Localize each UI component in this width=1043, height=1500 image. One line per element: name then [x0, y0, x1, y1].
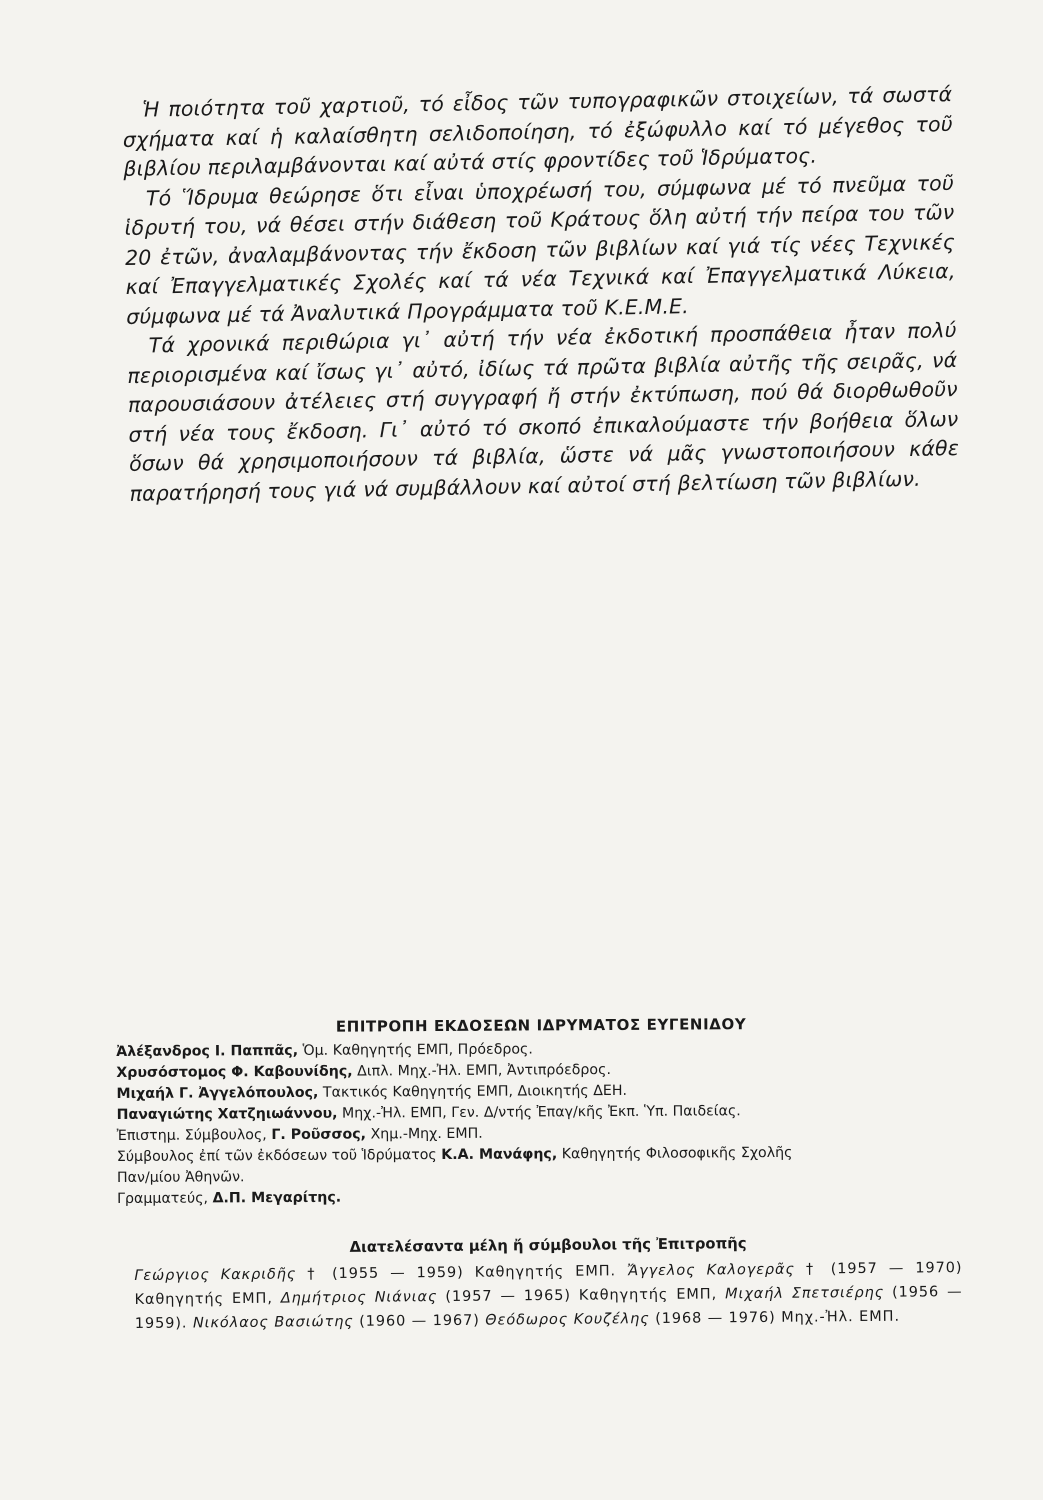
- advisor-name: Γ. Ροῦσσος,: [271, 1126, 367, 1144]
- member-name: Χρυσόστομος Φ. Καβουνίδης,: [116, 1063, 353, 1081]
- former-member-detail: (1968 — 1976) Μηχ.-Ἠλ. ΕΜΠ.: [649, 1308, 901, 1328]
- member-role: Μηχ.-Ἠλ. ΕΜΠ, Γεν. Δ/ντής Ἐπαγ/κῆς Ἐκπ. Ὑπ. Παιδείας.: [337, 1103, 741, 1122]
- former-members-list: [134, 1256, 963, 1336]
- former-member-detail: † (1957 — 1970) Καθηγητής ΕΜΠ,: [134, 1260, 963, 1308]
- member-role: Διπλ. Μηχ.-Ἠλ. ΕΜΠ, Ἀντιπρόεδρος.: [352, 1061, 611, 1080]
- intro-paragraph: Τά χρονικά περιθώρια γι᾽ αὐτή τήν νέα ἐκδοτική προσπάθεια ἦταν πολύ περιορισμένα καί ἴσως γι᾽ αὐτό, ἰδίως τά πρῶτα βιβλία αὐτῆς τῆς σειρᾶς, νά παρουσιάσουν ἀτέλειες στή συγγραφή ἤ στήν ἐκτύπωση, πού θά διορθωθοῦν στή νέα τους ἔκδοση. Γι᾽ αὐτό τό σκοπό ἐπικαλούμαστε τήν βοήθεια ὅλων ὅσων θά χρησιμοποιήσουν τά βιβλία, ὥστε νά μᾶς γνωστοποιήσουν κάθε παρατήρησή τους γιά νά συμβάλλουν καί αὐτοί στή βελτίωση τῶν βιβλίων.: [127, 318, 960, 506]
- intro-paragraph: Τό Ἵδρυμα θεώρησε ὅτι εἶναι ὑποχρέωσή του, σύμφωνα μέ τό πνεῦμα τοῦ ἱδρυτή του, νά θέσει στήν διάθεση τοῦ Κράτους ὅλη αὐτή τήν πείρα του τῶν 20 ἐτῶν, ἀναλαμβάνοντας τήν ἔκδοση τῶν βιβλίων καί γιά τίς νέες Τεχνικές καί Ἐπαγγελματικές Σχολές καί τά νέα Τεχνικά καί Ἐπαγγελματικά Λύκεια, σύμφωνα μέ τά Ἀναλυτικά Προγράμματα τοῦ Κ.Ε.Μ.Ε.: [124, 170, 956, 329]
- publications-prefix: Σύμβουλος ἐπί τῶν ἐκδόσεων τοῦ Ἱδρύματος: [116, 1147, 442, 1165]
- committee-heading: ΕΠΙΤΡΟΠΗ ΕΚΔΟΣΕΩΝ ΙΔΡΥΜΑΤΟΣ ΕΥΓΕΝΙΔΟΥ: [335, 1015, 747, 1036]
- member-name: Παναγιώτης Χατζηιωάννου,: [116, 1105, 338, 1123]
- secretary-name: Δ.Π. Μεγαρίτης.: [212, 1189, 342, 1207]
- publications-name: Κ.Α. Μανάφης,: [441, 1146, 558, 1164]
- former-member-detail: (1960 — 1967): [353, 1312, 486, 1330]
- member-role: Τακτικός Καθηγητής ΕΜΠ, Διοικητής ΔΕΗ.: [318, 1082, 628, 1101]
- publications-role: Καθηγητής Φιλοσοφικῆς Σχολῆς: [557, 1144, 793, 1163]
- secretary-prefix: Γραμματεύς,: [117, 1190, 213, 1207]
- advisor-role: Χημ.-Μηχ. ΕΜΠ.: [365, 1125, 483, 1143]
- former-member-name: Γεώργιος Κακριδῆς: [134, 1266, 297, 1284]
- former-member-name: Νικόλαος Βασιώτης: [192, 1313, 354, 1332]
- member-name: Ἀλέξανδρος Ι. Παππᾶς,: [116, 1042, 299, 1060]
- former-member-name: Μιχαήλ Σπετσιέρης: [724, 1284, 885, 1303]
- member-role: Ὁμ. Καθηγητής ΕΜΠ, Πρόεδρος.: [298, 1041, 533, 1059]
- intro-text: [122, 80, 960, 509]
- former-members-heading: Διατελέσαντα μέλη ἤ σύμβουλοι τῆς Ἐπιτροπῆς: [349, 1235, 747, 1256]
- advisor-prefix: Ἐπιστημ. Σύμβουλος,: [116, 1127, 272, 1144]
- former-members-section: [134, 1230, 963, 1336]
- publications-advisor-cont: Παν/μίου Ἀθηνῶν.: [116, 1169, 245, 1186]
- former-member-name: Ἄγγελος Καλογερᾶς: [627, 1261, 795, 1280]
- former-member-detail: (1957 — 1965) Καθηγητής ΕΜΠ,: [437, 1286, 726, 1306]
- former-member-detail: † (1955 — 1959) Καθηγητής ΕΜΠ.: [296, 1263, 628, 1283]
- former-member-name: Δημήτριος Νιάνιας: [280, 1289, 438, 1307]
- committee-section: [116, 1013, 967, 1210]
- secretary: [117, 1184, 967, 1210]
- former-member-detail: (1956 — 1959).: [134, 1284, 963, 1332]
- intro-paragraph: Ἡ ποιότητα τοῦ χαρτιοῦ, τό εἶδος τῶν τυπογραφικῶν στοιχείων, τά σωστά σχήματα καί ἡ καλαίσθητη σελιδοποίηση, τό ἐξώφυλλο καί τό μέγεθος τοῦ βιβλίου περιλαμβάνονται καί αὐτά στίς φροντίδες τοῦ Ἱδρύματος.: [122, 82, 953, 181]
- former-member-name: Θεόδωρος Κουζέλης: [485, 1311, 650, 1329]
- member-name: Μιχαήλ Γ. Ἀγγελόπουλος,: [116, 1084, 319, 1102]
